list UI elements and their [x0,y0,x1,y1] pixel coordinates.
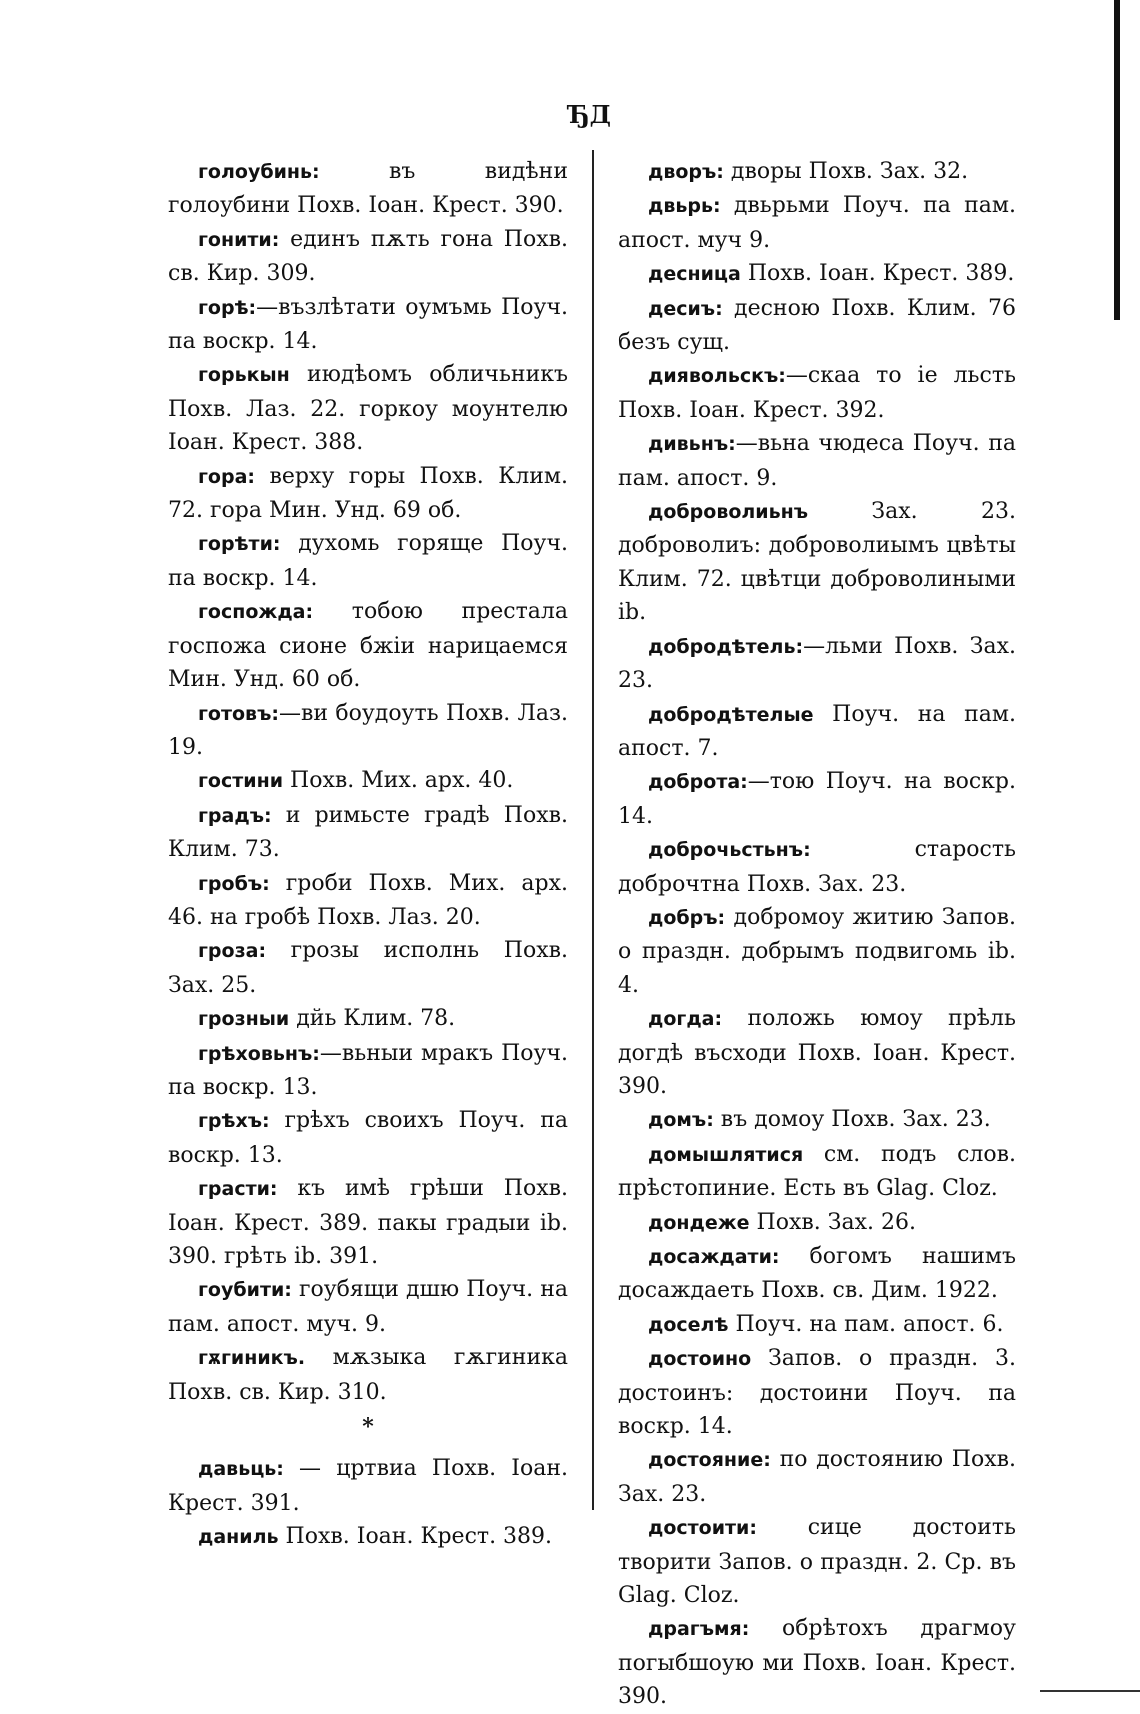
entry-headword: даниль [198,1526,279,1549]
dictionary-entry [618,495,1016,630]
dictionary-entry [168,1341,568,1409]
entry-headword: доброта: [648,771,748,794]
entry-citation: и римьсте градѣ Похв. Клим. 73. [168,802,568,863]
dictionary-entry [168,460,568,528]
entry-citation: дйь Клим. 78. [289,1006,456,1032]
entry-citation: —ви боудоуть Похв. Лаз. 19. [168,700,568,760]
dictionary-entry [168,1273,568,1341]
entry-citation: духомь горяще Поуч. па воскр. 14. [168,531,568,591]
entry-citation: —скаа то іе льсть Похв. Іоан. Крест. 392. [618,363,1016,423]
entry-headword: давьць: [198,1458,284,1481]
dictionary-entry [618,1240,1016,1308]
entry-headword: горѣ: [198,296,257,319]
entry-citation: единъ пѫть гона Похв. св. Кир. 309. [168,226,568,287]
dictionary-entry [168,358,568,459]
dictionary-entry [168,934,568,1002]
entry-citation: къ имѣ грѣши Похв. Іоан. Крест. 389. пакы градыи ib. 390. грѣть ib. 391. [168,1176,568,1269]
entry-citation: положь юмоу прѣль догдѣ въсходи Похв. Іоан. Крест. 390. [618,1006,1016,1099]
entry-headword: добродѣтелые [648,703,814,726]
entry-headword: дворъ: [648,161,724,183]
dictionary-entry [168,595,568,696]
entry-citation: верху горы Похв. Клим. 72. гора Мин. Унд. 69 об. [168,463,568,524]
entry-citation: —вьныи мракъ Поуч. па воскр. 13. [168,1040,568,1100]
page-marker: ЂД [568,100,611,129]
column-divider [592,150,594,1510]
entry-citation: Похв. Іоан. Крест. 389. [740,261,1015,287]
entry-headword: дондеже [648,1211,750,1234]
entry-citation: грѣхъ своихъ Поуч. па воскр. 13. [168,1108,568,1168]
entry-headword: двьрь: [648,195,721,218]
dictionary-entry [618,189,1016,257]
entry-citation: Поуч. на пам. апост. 6. [728,1311,1004,1337]
entry-headword: дивьнъ: [648,433,736,456]
entry-citation: тобою престала госпожа сионе бжіи нарицаемся Мин. Унд. 60 об. [168,599,568,693]
dictionary-entry [618,155,1016,189]
entry-headword: гѫгиникъ. [198,1347,306,1370]
dictionary-entry [168,291,568,359]
entry-headword: добръ: [648,906,726,929]
entry-headword: достоино [648,1348,752,1371]
entry-citation: —льми Похв. Зах. 23. [618,633,1016,694]
entry-citation: грозы исполнь Похв. Зах. 25. [168,938,568,998]
entry-headword: градъ: [198,804,272,827]
dictionary-entry [168,867,568,935]
entry-headword: десница [648,263,741,286]
entry-citation: по достоянию Похв. Зах. 23. [618,1447,1016,1507]
entry-headword: доброволиьнъ [648,501,809,524]
entry-citation: старость доброчтна Похв. Зах. 23. [618,837,1016,897]
entry-headword: готовъ: [198,702,279,725]
entry-headword: добродѣтель: [648,635,804,658]
entry-headword: догда: [648,1008,723,1031]
dictionary-entry [168,1172,568,1273]
entry-headword: десиъ: [648,297,723,320]
page-edge-bar [1114,0,1120,320]
entry-citation: —възлѣтати оумъмь Поуч. па воскр. 14. [168,294,568,355]
entry-headword: достоити: [648,1517,757,1540]
entry-headword: достояние: [648,1449,771,1472]
dictionary-entry [168,527,568,595]
dictionary-entry [168,223,568,291]
entry-headword: грозныи [198,1008,290,1031]
entry-citation: мѫзыка гѫгиника Похв. св. Кир. 310. [168,1345,568,1405]
dictionary-entry [618,427,1016,495]
entry-citation: въ видѣни голоубини Похв. Іоан. Крест. 390. [168,159,568,219]
entry-headword: гроза: [198,940,267,963]
entry-citation: добромоу житию Запов. о праздн. добрымъ подвигомь ib. 4. [618,904,1016,998]
right-column [618,155,1016,1714]
dictionary-entry [168,799,568,867]
entry-headword: домышлятися [648,1143,804,1166]
dictionary-entry [618,1002,1016,1103]
left-column [168,155,568,1555]
dictionary-entry [618,630,1016,698]
entry-headword: гонити: [198,228,280,251]
entry-citation: июдѣомъ обличьникъ Похв. Лаз. 22. горкоу моунтелю Іоан. Крест. 388. [168,362,568,456]
dictionary-entry [618,257,1016,291]
entry-citation: сице достоить творити Запов. о праздн. 2. Ср. въ Glag. Cloz. [618,1515,1016,1609]
entry-headword: гора: [198,465,255,488]
dictionary-entry [168,1037,568,1105]
dictionary-entry [168,155,568,223]
entry-headword: гробъ: [198,872,270,895]
entry-headword: голоубинь: [198,161,320,183]
entry-citation: см. подъ слов. прѣстопиние. Есть въ Glag. Cloz. [618,1141,1016,1202]
dictionary-entry [618,1612,1016,1713]
dictionary-entry [618,901,1016,1002]
entry-headword: драгъмя: [648,1618,750,1641]
dictionary-entry [618,1342,1016,1443]
entry-citation: дворы Похв. Зах. 32. [723,159,969,184]
entry-headword: гоубити: [198,1279,292,1302]
entry-citation: Запов. о праздн. 3. достоинъ: достоини Поуч. па воскр. 14. [618,1346,1016,1440]
entry-headword: доселѣ [648,1313,729,1336]
dictionary-entry [618,1308,1016,1342]
entry-headword: диявольскъ: [648,365,786,388]
dictionary-entry [168,697,568,765]
entry-citation: —вьна чюдеса Поуч. па пам. апост. 9. [618,431,1016,491]
dictionary-entry [168,1452,568,1520]
entry-citation: двьрьми Поуч. па пам. апост. муч 9. [618,193,1016,253]
dictionary-entry [618,698,1016,766]
entry-citation: Похв. Мих. арх. 40. [283,768,514,794]
entry-headword: гостини [198,770,284,793]
section-asterisk: * [362,1414,374,1441]
dictionary-entry [618,1138,1016,1206]
entry-headword: доброчьстьнъ: [648,839,811,862]
dictionary-entry [618,1443,1016,1511]
dictionary-entry [618,359,1016,427]
dictionary-entry [168,764,568,798]
entry-headword: горѣти: [198,533,281,556]
entry-citation: Похв. Зах. 26. [749,1209,916,1235]
entry-headword: горькын [198,364,290,387]
dictionary-entry [618,833,1016,901]
entry-citation: въ домоу Похв. Зах. 23. [713,1107,991,1133]
entry-citation: Поуч. на пам. апост. 7. [618,701,1016,761]
dictionary-entry [618,1206,1016,1240]
entry-headword: грасти: [198,1178,278,1201]
entry-citation: гоубящи дшю Поуч. на пам. апост. муч. 9. [168,1277,568,1337]
dictionary-entry [618,765,1016,833]
dictionary-entry [168,1104,568,1172]
corner-line [1040,1690,1140,1692]
dictionary-entry [618,1511,1016,1612]
entry-headword: грѣхъ: [198,1110,270,1133]
entry-headword: грѣховьнъ: [198,1042,320,1065]
dictionary-entry [618,1103,1016,1137]
entry-citation: Похв. Іоан. Крест. 389. [278,1524,553,1550]
dictionary-entry [618,292,1016,360]
dictionary-entry [168,1002,568,1036]
entry-citation: —тою Поуч. на воскр. 14. [618,769,1016,829]
entry-citation: десною Похв. Клим. 76 безъ сущ. [618,295,1016,356]
entry-headword: домъ: [648,1109,714,1132]
entry-citation: обрѣтохъ драгмоу погыбшоую ми Похв. Іоан. Крест. 390. [618,1616,1016,1710]
entry-citation: богомъ нашимъ досаждаеть Похв. св. Дим. 1922. [618,1244,1016,1304]
entry-citation: Зах. 23. доброволиъ: доброволиымъ цвѣты Клим. 72. цвѣтци доброволиными ib. [618,499,1016,626]
entry-citation: — цртвиа Похв. Іоан. Крест. 391. [168,1456,568,1516]
entry-headword: госпожда: [198,601,314,624]
entry-headword: досаждати: [648,1246,780,1268]
entry-citation: гроби Похв. Мих. арх. 46. на гробѣ Похв. Лаз. 20. [168,870,568,930]
dictionary-entry [168,1520,568,1554]
